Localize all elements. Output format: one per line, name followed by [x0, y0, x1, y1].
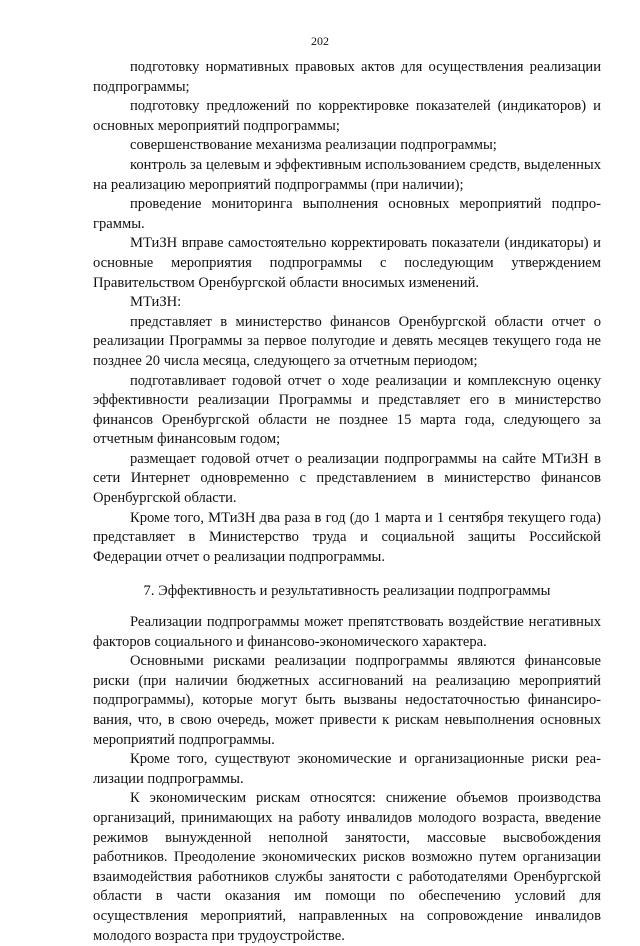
paragraph: подготавливает годовой отчет о ходе реализации и комплексную оценку эффективности реализации Программы и представляет его в министерство финансов Оренбургской области не позднее 15 марта года, следующего за отчетным финансовым годом; — [93, 372, 601, 448]
paragraph: размещает годовой отчет о реализации подпрограммы на сайте МТиЗН в сети Интернет одновременно с представлением в министерство финансов Оренбургской области. — [93, 450, 601, 507]
paragraph: К экономическим рискам относятся: снижение объемов производства организаций, принимающих на работу инвалидов молодого возраста, введение режимов вынужденной неполной занятости, массовые высвобождения работников. Преодоление экономических рисков возможно путем организации взаимодействия работников службы занятости с работодателями Оренбургской области в части оказания им помощи по обеспечению условий для осуществления мероприятий, направленных на сопровождение инвалидов молодого возраста при трудоустройстве. — [93, 790, 601, 944]
paragraph: подготовку нормативных правовых актов для осуществления реализации подпрограммы; — [93, 59, 601, 95]
paragraph: Реализации подпрограммы может препятствовать воздействие негативных факторов социального и финансово-экономического характера. — [93, 614, 601, 650]
paragraph: представляет в министерство финансов Оренбургской области отчет о реализации Программы за первое полугодие и девять месяцев текущего года не позднее 20 числа месяца, следующего за отчетным периодом; — [93, 313, 601, 369]
paragraph: МТиЗН вправе самостоятельно корректировать показатели (индикаторы) и основные мероприятия подпрограммы с последующим утверждением Правительством Оренбургской области вносимых изменений. — [93, 235, 601, 291]
paragraph: совершенствование механизма реализации подпрограммы; — [130, 137, 497, 154]
paragraph: МТиЗН: — [130, 294, 182, 311]
paragraph: контроль за целевым и эффективным использованием средств, выделенных на реализацию мероприятий подпрограммы (при наличии); — [93, 156, 601, 193]
paragraph: Кроме того, существуют экономические и организационные риски реализации подпрограммы. — [93, 751, 601, 787]
paragraph: Основными рисками реализации подпрограммы являются финансовые риски (при наличии бюджетных ассигнований на реализацию мероприятий подпрограммы), которые могут быть вызваны недостаточностью финансирования, что, в свою очередь, может привести к рискам невыполнения основных мероприятий подпрограммы. — [93, 653, 601, 748]
page-number: 202 — [311, 34, 329, 48]
paragraph: подготовку предложений по корректировке показателей (индикаторов) и основных мероприятий подпрограммы; — [93, 98, 601, 134]
paragraph: Кроме того, МТиЗН два раза в год (до 1 марта и 1 сентября текущего года) представляет в Министерство труда и социальной защиты Российской Федерации отчет о реализации подпрограммы. — [93, 509, 601, 565]
document-body — [93, 58, 601, 946]
paragraph: проведение мониторинга выполнения основных мероприятий подпрограммы. — [93, 196, 601, 232]
section-heading: 7. Эффективность и результативность реализации подпрограммы — [143, 583, 551, 600]
